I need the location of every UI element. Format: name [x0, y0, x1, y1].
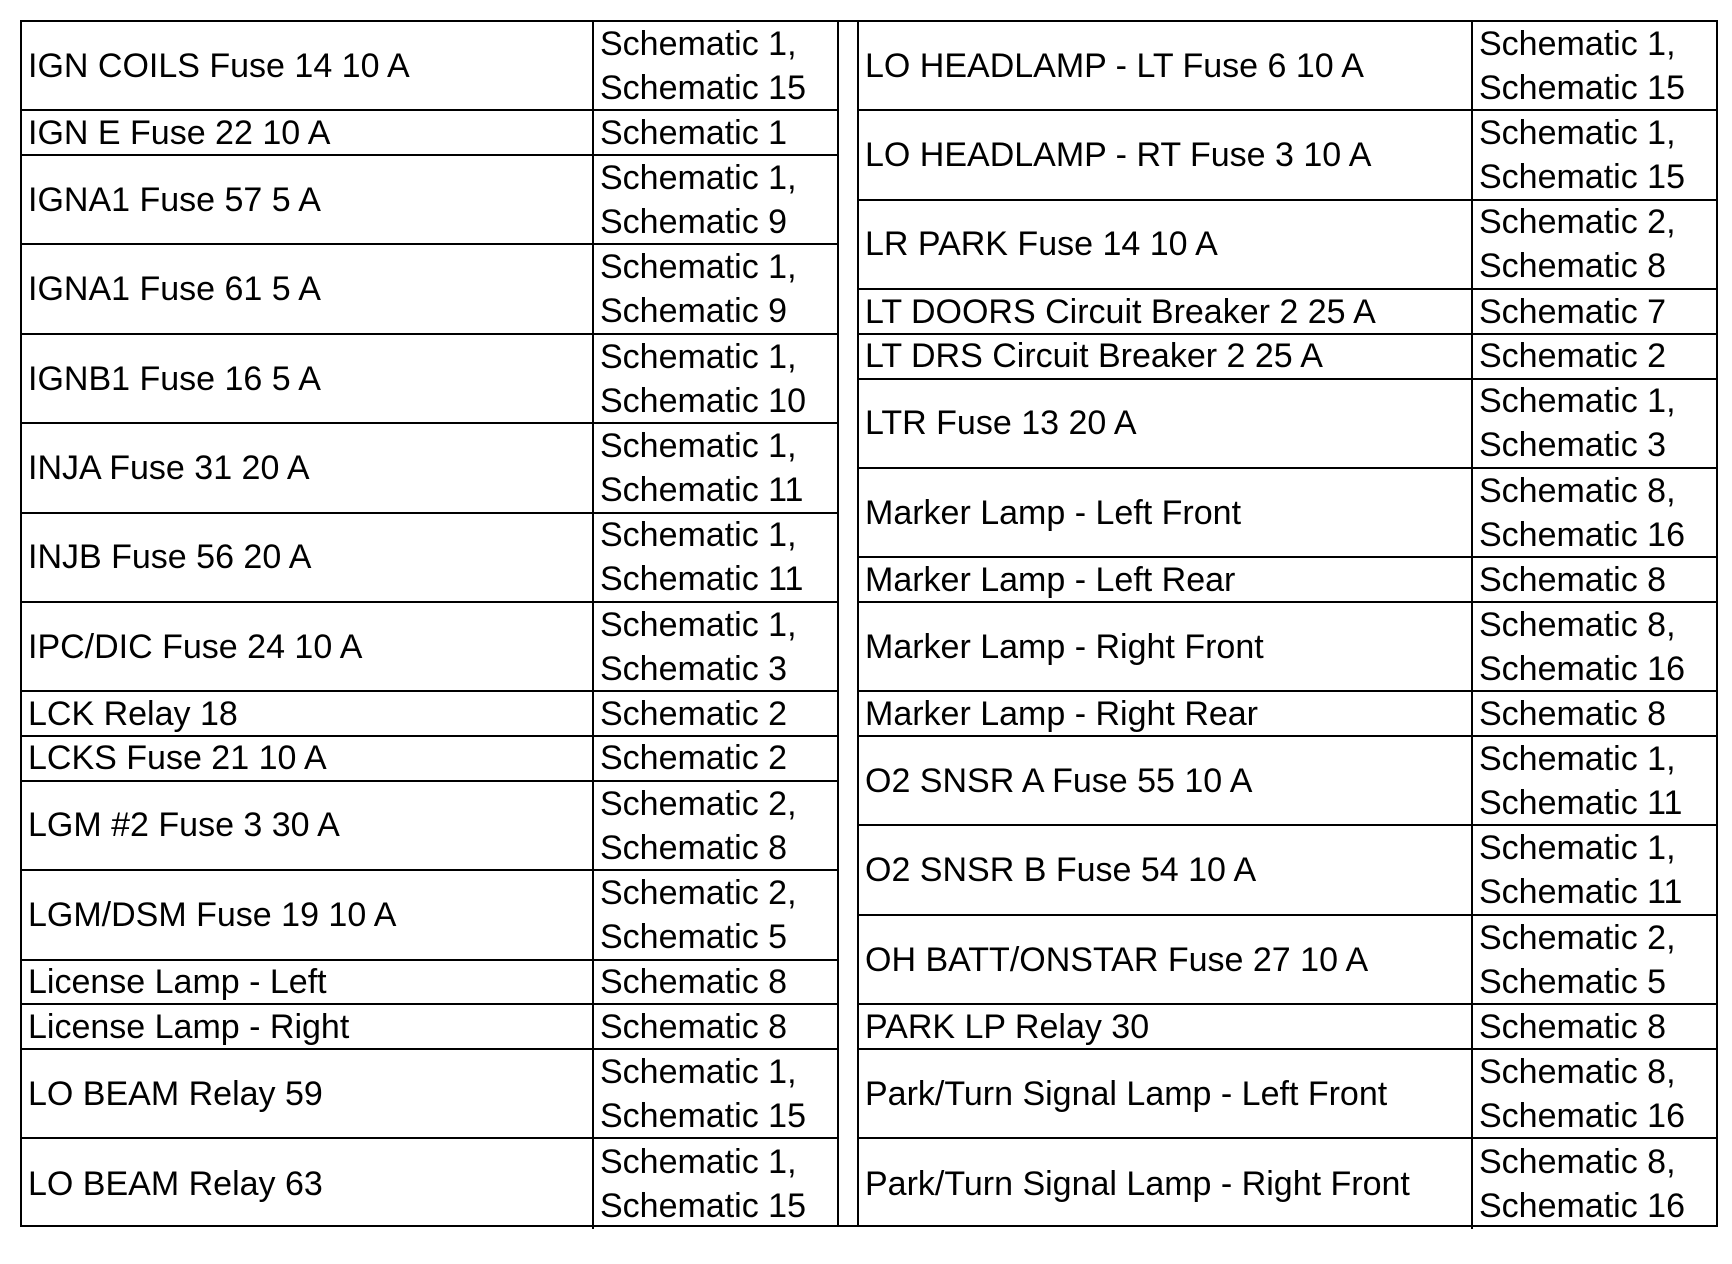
component-name: LO BEAM Relay 59 [22, 1050, 594, 1137]
component-name: Park/Turn Signal Lamp - Left Front [859, 1050, 1473, 1137]
schematic-ref-line: Schematic 15 [1479, 158, 1685, 197]
table-row [859, 111, 1716, 200]
schematic-reference [594, 603, 837, 690]
schematic-ref-line: Schematic 16 [1479, 1096, 1685, 1135]
schematic-ref-line: Schematic 1, [600, 158, 797, 197]
schematic-reference [594, 1005, 837, 1048]
table-row [22, 1050, 837, 1139]
component-name: IGNB1 Fuse 16 5 A [22, 335, 594, 422]
schematic-ref-line: Schematic 2, [1479, 918, 1676, 957]
component-name: Park/Turn Signal Lamp - Right Front [859, 1139, 1473, 1228]
schematic-ref-line: Schematic 8, [1479, 1143, 1676, 1182]
component-name: IPC/DIC Fuse 24 10 A [22, 603, 594, 690]
schematic-reference [1473, 603, 1716, 690]
component-name: IGN COILS Fuse 14 10 A [22, 22, 594, 109]
schematic-reference [594, 424, 837, 511]
table-row [22, 22, 837, 111]
schematic-ref-line: Schematic 9 [600, 202, 788, 241]
table-row [22, 335, 837, 424]
table-row [859, 335, 1716, 380]
component-name: LTR Fuse 13 20 A [859, 380, 1473, 467]
schematic-ref-line: Schematic 1, [600, 248, 797, 287]
schematic-reference [1473, 826, 1716, 913]
component-name: LR PARK Fuse 14 10 A [859, 201, 1473, 288]
schematic-reference [594, 692, 837, 735]
table-row [859, 916, 1716, 1005]
schematic-ref-line: Schematic 16 [1479, 1187, 1685, 1226]
schematic-reference [1473, 335, 1716, 378]
schematic-reference [594, 111, 837, 154]
component-name: License Lamp - Left [22, 961, 594, 1004]
schematic-ref-line: Schematic 1, [1479, 382, 1676, 421]
schematic-ref-line: Schematic 1, [600, 337, 797, 376]
table-row [22, 871, 837, 960]
component-name: LGM/DSM Fuse 19 10 A [22, 871, 594, 958]
table-row [22, 961, 837, 1006]
table-row [22, 424, 837, 513]
schematic-ref-line: Schematic 1, [600, 1052, 797, 1091]
table-row [859, 469, 1716, 558]
table-row [859, 826, 1716, 915]
table-row [859, 692, 1716, 737]
schematic-ref-line: Schematic 15 [1479, 68, 1685, 107]
component-name: Marker Lamp - Right Front [859, 603, 1473, 690]
table-row [859, 1139, 1716, 1228]
schematic-ref-line: Schematic 1, [1479, 114, 1676, 153]
schematic-ref-line: Schematic 1, [1479, 24, 1676, 63]
schematic-ref-line: Schematic 5 [600, 917, 788, 956]
table-row [859, 603, 1716, 692]
schematic-ref-line: Schematic 1, [600, 426, 797, 465]
table-row [22, 782, 837, 871]
component-name: IGN E Fuse 22 10 A [22, 111, 594, 154]
schematic-reference [594, 22, 837, 109]
component-name: LT DRS Circuit Breaker 2 25 A [859, 335, 1473, 378]
table-row [22, 603, 837, 692]
schematic-ref-line: Schematic 11 [600, 470, 804, 509]
schematic-ref-line: Schematic 8 [1479, 1007, 1667, 1046]
table-row [22, 156, 837, 245]
schematic-reference [1473, 201, 1716, 288]
component-name: O2 SNSR B Fuse 54 10 A [859, 826, 1473, 913]
schematic-reference [1473, 1139, 1716, 1228]
table-row [859, 1050, 1716, 1139]
schematic-ref-line: Schematic 3 [1479, 426, 1667, 465]
schematic-ref-line: Schematic 15 [600, 1096, 806, 1135]
schematic-ref-line: Schematic 8 [1479, 560, 1667, 599]
schematic-ref-line: Schematic 8, [1479, 605, 1676, 644]
component-name: LCK Relay 18 [22, 692, 594, 735]
table-row [859, 737, 1716, 826]
component-index-table [20, 20, 1718, 1227]
component-name: LCKS Fuse 21 10 A [22, 737, 594, 780]
table-row [859, 380, 1716, 469]
schematic-ref-line: Schematic 8 [1479, 247, 1667, 286]
component-name: LO HEADLAMP - RT Fuse 3 10 A [859, 111, 1473, 198]
schematic-ref-line: Schematic 1, [600, 1143, 797, 1182]
table-row [22, 1005, 837, 1050]
schematic-reference [594, 961, 837, 1004]
schematic-reference [1473, 692, 1716, 735]
component-name: LT DOORS Circuit Breaker 2 25 A [859, 290, 1473, 333]
index-column-left [22, 22, 837, 1225]
schematic-ref-line: Schematic 11 [1479, 873, 1683, 912]
schematic-reference [1473, 290, 1716, 333]
schematic-ref-line: Schematic 1, [600, 605, 797, 644]
schematic-reference [1473, 469, 1716, 556]
schematic-reference [1473, 1005, 1716, 1048]
column-divider [837, 22, 859, 1225]
schematic-ref-line: Schematic 2 [600, 739, 788, 778]
schematic-reference [1473, 916, 1716, 1003]
schematic-reference [594, 871, 837, 958]
schematic-ref-line: Schematic 5 [1479, 962, 1667, 1001]
schematic-ref-line: Schematic 1, [1479, 739, 1676, 778]
component-name: Marker Lamp - Right Rear [859, 692, 1473, 735]
schematic-ref-line: Schematic 15 [600, 68, 806, 107]
schematic-ref-line: Schematic 2, [1479, 203, 1676, 242]
schematic-ref-line: Schematic 8 [600, 828, 788, 867]
component-name: OH BATT/ONSTAR Fuse 27 10 A [859, 916, 1473, 1003]
schematic-ref-line: Schematic 16 [1479, 515, 1685, 554]
component-name: PARK LP Relay 30 [859, 1005, 1473, 1048]
component-name: LGM #2 Fuse 3 30 A [22, 782, 594, 869]
schematic-reference [594, 1050, 837, 1137]
schematic-reference [1473, 1050, 1716, 1137]
schematic-reference [594, 156, 837, 243]
schematic-reference [594, 737, 837, 780]
schematic-reference [594, 514, 837, 601]
table-row [22, 245, 837, 334]
component-name: Marker Lamp - Left Front [859, 469, 1473, 556]
schematic-reference [594, 245, 837, 332]
schematic-ref-line: Schematic 9 [600, 292, 788, 331]
schematic-reference [594, 782, 837, 869]
component-name: LO HEADLAMP - LT Fuse 6 10 A [859, 22, 1473, 109]
schematic-ref-line: Schematic 8 [600, 1007, 788, 1046]
schematic-ref-line: Schematic 8, [1479, 471, 1676, 510]
schematic-ref-line: Schematic 1, [600, 24, 797, 63]
schematic-ref-line: Schematic 1 [600, 113, 788, 152]
schematic-ref-line: Schematic 2, [600, 873, 797, 912]
component-name: LO BEAM Relay 63 [22, 1139, 594, 1228]
schematic-reference [594, 335, 837, 422]
table-row [859, 290, 1716, 335]
table-row [859, 201, 1716, 290]
table-row [22, 1139, 837, 1228]
schematic-ref-line: Schematic 16 [1479, 649, 1685, 688]
schematic-ref-line: Schematic 3 [600, 649, 788, 688]
table-row [859, 558, 1716, 603]
schematic-ref-line: Schematic 10 [600, 381, 806, 420]
component-name: Marker Lamp - Left Rear [859, 558, 1473, 601]
table-row [859, 1005, 1716, 1050]
schematic-ref-line: Schematic 11 [1479, 783, 1683, 822]
schematic-ref-line: Schematic 15 [600, 1187, 806, 1226]
schematic-ref-line: Schematic 1, [600, 516, 797, 555]
schematic-reference [1473, 558, 1716, 601]
schematic-ref-line: Schematic 2, [600, 784, 797, 823]
schematic-ref-line: Schematic 8, [1479, 1052, 1676, 1091]
schematic-reference [1473, 111, 1716, 198]
schematic-ref-line: Schematic 2 [1479, 337, 1667, 376]
schematic-ref-line: Schematic 2 [600, 694, 788, 733]
table-row [22, 111, 837, 156]
component-name: IGNA1 Fuse 57 5 A [22, 156, 594, 243]
schematic-reference [1473, 737, 1716, 824]
table-row [22, 514, 837, 603]
schematic-ref-line: Schematic 7 [1479, 292, 1667, 331]
component-name: INJB Fuse 56 20 A [22, 514, 594, 601]
schematic-reference [1473, 380, 1716, 467]
component-name: INJA Fuse 31 20 A [22, 424, 594, 511]
schematic-ref-line: Schematic 1, [1479, 829, 1676, 868]
schematic-reference [1473, 22, 1716, 109]
component-name: License Lamp - Right [22, 1005, 594, 1048]
schematic-ref-line: Schematic 8 [600, 962, 788, 1001]
table-row [859, 22, 1716, 111]
schematic-ref-line: Schematic 11 [600, 560, 804, 599]
table-row [22, 692, 837, 737]
component-name: O2 SNSR A Fuse 55 10 A [859, 737, 1473, 824]
schematic-ref-line: Schematic 8 [1479, 694, 1667, 733]
schematic-reference [594, 1139, 837, 1228]
index-column-right [859, 22, 1716, 1225]
component-name: IGNA1 Fuse 61 5 A [22, 245, 594, 332]
table-row [22, 737, 837, 782]
